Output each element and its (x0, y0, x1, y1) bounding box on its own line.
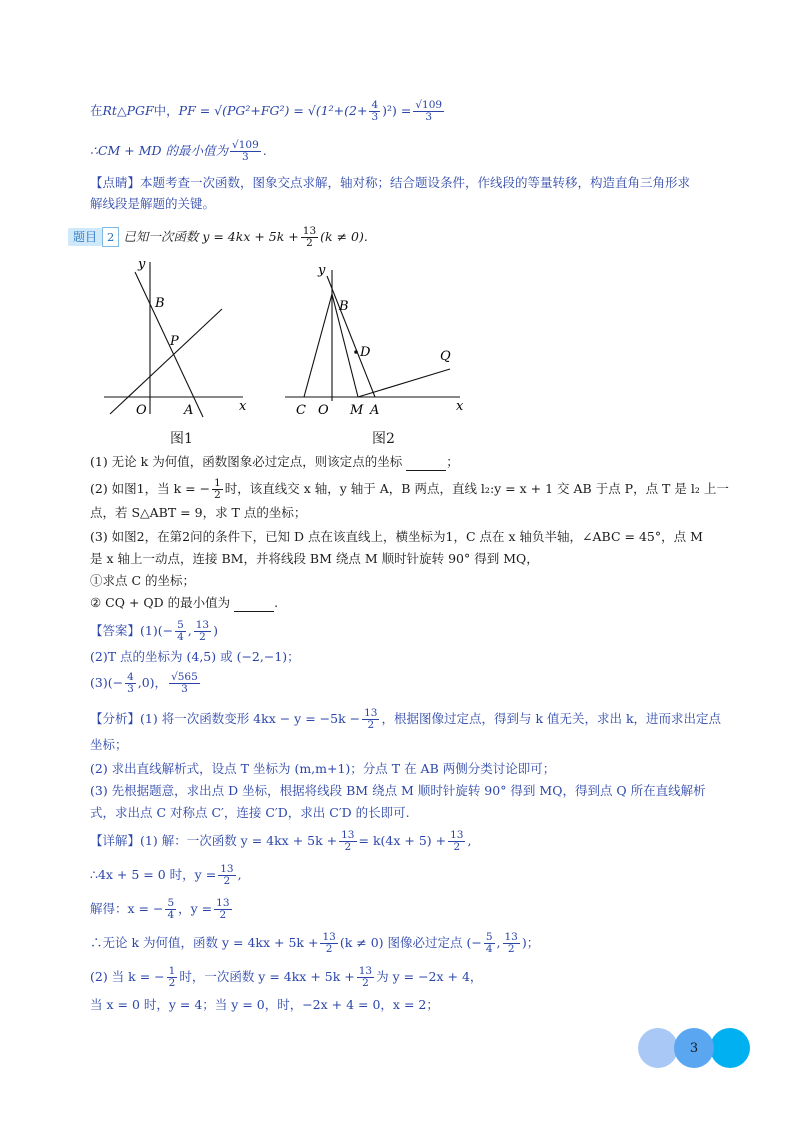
text: ； (446, 454, 459, 469)
denominator: 2 (223, 875, 231, 887)
text: (3) 如图2，在第2问的条件下，已知 D 点在该直线上，横坐标为1，C 点在 x 轴负半轴，∠ABC = 45°，点 M (90, 529, 703, 544)
figure-1-caption: 图1 (170, 431, 193, 447)
numerator: 13 (322, 931, 336, 943)
denominator: 4 (485, 943, 493, 955)
text: , (237, 867, 242, 882)
text: 已知一次函数 y = 4kx + 5k + (123, 229, 299, 244)
label-y: y (138, 257, 146, 272)
denominator: 2 (325, 943, 333, 955)
denominator: 2 (362, 977, 369, 989)
text: (3)(− (90, 675, 124, 690)
label-x: x (239, 399, 247, 414)
text: 在 (90, 103, 103, 118)
figure-1 (98, 252, 258, 447)
numerator: √565 (171, 671, 198, 683)
analysis-line-4 (90, 782, 754, 800)
text: ,0)， (137, 675, 168, 690)
text: )； (521, 935, 540, 950)
text: 当 x = 0 时，y = 4；当 y = 0，时，−2x + 4 = 0，x = 2； (90, 997, 439, 1012)
question-3-line-2 (90, 550, 754, 568)
label-b: B (339, 299, 349, 314)
label-y: y (318, 263, 326, 278)
text: 为 y = −2x + 4， (376, 969, 483, 984)
numerator: 13 (450, 829, 464, 841)
text: (k ≠ 0) 图像必过定点 (− (339, 935, 482, 950)
fraction (125, 672, 136, 695)
text: (3) 先根据题意，求出点 D 坐标，根据将线段 BM 绕点 M 顺时针旋转 90° 得到 MQ，得到点 Q 所在直线解析 (90, 783, 706, 798)
fraction (369, 100, 380, 123)
question-1 (90, 453, 754, 471)
text: ) (213, 623, 219, 638)
fraction (484, 932, 495, 955)
analysis-line-3 (90, 760, 754, 778)
page-number: 3 (689, 1040, 699, 1056)
page-number-circle (674, 1028, 714, 1068)
label-d: D (360, 345, 371, 360)
text: . (262, 143, 267, 158)
answer-line-2 (90, 648, 754, 666)
fraction (194, 620, 211, 643)
comment-line-2 (90, 195, 754, 213)
fraction (214, 898, 231, 921)
page-decor-circle-1 (638, 1028, 678, 1068)
label-b: B (155, 296, 165, 311)
line-l2 (110, 309, 222, 414)
numerator: 13 (302, 225, 317, 237)
detail-tag: 【详解】 (90, 833, 141, 848)
denominator: 2 (453, 841, 461, 853)
answer-blank (234, 599, 274, 612)
text: = k(4x + 5) + (358, 833, 447, 848)
question-2-line-2 (90, 504, 754, 522)
numerator: 4 (371, 99, 379, 111)
fraction (413, 100, 444, 123)
numerator: 5 (485, 931, 493, 943)
fraction (362, 708, 379, 731)
text: 中， (153, 103, 179, 118)
text: 式，求出点 C 对称点 C′，连接 C′D，求出 C′D 的长即可. (90, 805, 410, 820)
detail-line-6 (90, 996, 754, 1014)
numerator: 1 (214, 477, 221, 489)
question-3-line-4 (90, 594, 754, 612)
problem-title (68, 226, 754, 249)
problem-tag: 题目 (68, 228, 102, 246)
fraction (169, 672, 200, 695)
denominator: 4 (167, 909, 175, 921)
label-c: C (296, 403, 306, 418)
text: ，根据图像过定点，得到与 k 值无关，求出 k，进而求出定点 (381, 711, 722, 726)
text: (2) 当 k = − (90, 969, 165, 984)
numerator: 13 (216, 897, 230, 909)
fraction (448, 830, 465, 853)
numerator: 13 (504, 931, 518, 943)
numerator: 13 (358, 965, 373, 977)
detail-line-1 (90, 830, 754, 853)
analysis-line-5 (90, 804, 754, 822)
detail-line-4 (90, 932, 754, 955)
point-d (354, 350, 358, 354)
fraction (218, 864, 235, 887)
answer-blank (406, 458, 446, 471)
denominator: 3 (242, 151, 249, 163)
label-o: O (318, 403, 329, 418)
comment-tag: 【点睛】 (90, 175, 141, 190)
solution-line-1 (90, 100, 754, 123)
fraction (165, 898, 176, 921)
fraction (301, 226, 318, 249)
fraction (230, 140, 261, 163)
text: 本题考查一次函数，图象交点求解，轴对称；结合题设条件，作线段的等量转移，构造直角三角形求 (140, 175, 691, 190)
text: Rt△PGF (102, 103, 154, 118)
denominator: 3 (425, 111, 433, 123)
denominator: 4 (177, 631, 184, 643)
denominator: 2 (168, 977, 176, 989)
fraction (320, 932, 337, 955)
denominator: 2 (199, 631, 206, 643)
text: 是 x 轴上一动点，连接 BM，并将线段 BM 绕点 M 顺时针旋转 90° 得到 MQ， (90, 551, 539, 566)
fraction (212, 478, 223, 501)
line-bc (304, 294, 332, 397)
text: ② CQ + QD 的最小值为 (90, 595, 231, 610)
analysis-line-1 (90, 708, 754, 731)
numerator: 13 (341, 829, 355, 841)
text: 点，若 S△ABT = 9，求 T 点的坐标； (90, 505, 307, 520)
analysis-line-2 (90, 736, 754, 754)
label-p: P (170, 334, 179, 349)
text: PF = √(PG²+FG²) = √(1²+(2+ (178, 103, 368, 118)
fraction (167, 966, 178, 989)
text: ∴4x + 5 = 0 时，y = (90, 867, 217, 882)
denominator: 2 (344, 841, 352, 853)
text: (1) 无论 k 为何值，函数图象必过定点，则该定点的坐标 (90, 454, 403, 469)
detail-line-2 (90, 864, 754, 887)
fraction (175, 620, 186, 643)
denominator: 2 (219, 909, 227, 921)
numerator: √109 (415, 99, 443, 111)
numerator: 5 (167, 897, 175, 909)
text: (2) 如图1，当 k = − (90, 481, 211, 496)
answer-line-3 (90, 672, 754, 695)
label-q: Q (440, 349, 451, 364)
text: ∴无论 k 为何值，函数 y = 4kx + 5k + (90, 935, 319, 950)
detail-line-5 (90, 966, 754, 989)
text: ，y = (178, 901, 213, 916)
figure-2-caption: 图2 (372, 431, 395, 447)
numerator: 4 (127, 671, 134, 683)
solution-line-2 (90, 140, 754, 163)
line-ab (135, 272, 203, 417)
denominator: 3 (127, 683, 134, 695)
text: 解得：x = − (90, 901, 164, 916)
label-o: O (136, 403, 147, 418)
text: (2) 求出直线解析式，设点 T 坐标为 (m,m+1)；分点 T 在 AB 两侧分类讨论即可； (90, 761, 556, 776)
text: ∴CM + MD 的最小值为 (90, 143, 229, 158)
text: , (496, 935, 501, 950)
text: . (274, 595, 279, 610)
page-decor-circle-2 (710, 1028, 750, 1068)
answer-line-1 (90, 620, 754, 643)
denominator: 2 (306, 237, 313, 249)
label-a: A (370, 403, 380, 418)
text: 时，一次函数 y = 4kx + 5k + (179, 969, 355, 984)
line-mq (358, 369, 450, 397)
denominator: 2 (367, 719, 375, 731)
denominator: 2 (507, 943, 515, 955)
line-ab (327, 276, 375, 397)
numerator: 13 (364, 707, 378, 719)
denominator: 3 (371, 111, 379, 123)
fraction (503, 932, 520, 955)
numerator: 13 (195, 619, 210, 631)
label-m: M (350, 403, 364, 418)
comment-line-1 (90, 174, 754, 192)
figure-2 (282, 258, 472, 428)
text: (1)(− (140, 623, 174, 638)
text: ①求点 C 的坐标； (90, 573, 196, 588)
numerator: √109 (232, 139, 259, 151)
text: (1) 将一次函数变形 4kx − y = −5k − (140, 711, 361, 726)
label-x: x (456, 399, 464, 414)
problem-number: 2 (102, 227, 119, 247)
question-3-line-1 (90, 528, 754, 546)
numerator: 5 (177, 619, 184, 631)
text: 解线段是解题的关键。 (90, 196, 216, 211)
question-2-line-1 (90, 478, 754, 501)
text: (2)T 点的坐标为 (4,5) 或 (−2,−1)； (90, 649, 300, 664)
denominator: 2 (214, 489, 221, 501)
denominator: 3 (181, 683, 188, 695)
fraction (357, 966, 374, 989)
numerator: 1 (168, 965, 176, 977)
text: (k ≠ 0). (320, 229, 368, 244)
text: )²) = (382, 103, 412, 118)
question-3-line-3 (90, 572, 754, 590)
numerator: 13 (220, 863, 234, 875)
text: , (187, 623, 192, 638)
fraction (339, 830, 356, 853)
text: , (467, 833, 472, 848)
analysis-tag: 【分析】 (90, 711, 141, 726)
answer-tag: 【答案】 (90, 623, 141, 638)
label-a: A (184, 403, 194, 418)
text: (1) 解：一次函数 y = 4kx + 5k + (140, 833, 338, 848)
detail-line-3 (90, 898, 754, 921)
text: 时，该直线交 x 轴，y 轴于 A，B 两点，直线 l₂:y = x + 1 交 AB 于点 P，点 T 是 l₂ 上一 (224, 481, 729, 496)
text: 坐标； (90, 737, 128, 752)
